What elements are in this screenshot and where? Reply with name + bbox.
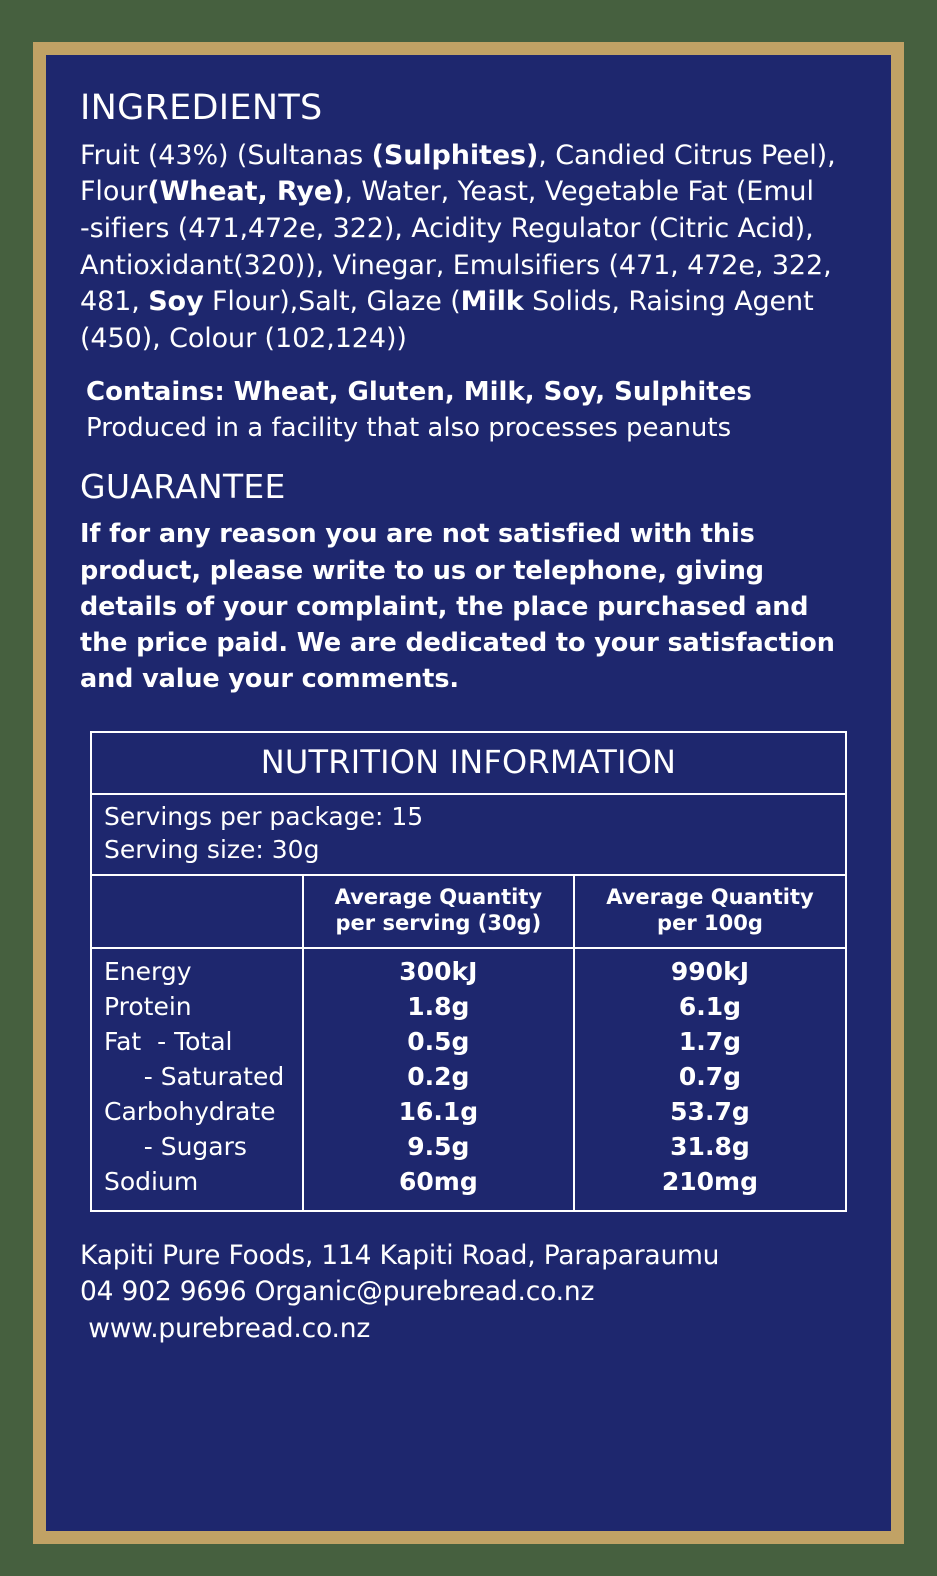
- ingredient-run: Fruit (43%) (Sultanas: [80, 139, 372, 171]
- nutrition-rows: [92, 948, 845, 1210]
- gold-border: [33, 42, 904, 1544]
- nutrition-title: NUTRITION INFORMATION: [92, 733, 845, 795]
- nutrient-per-100g-value: 6.1g: [574, 989, 845, 1024]
- nutrient-label: Carbohydrate: [104, 1096, 276, 1126]
- nutrient-per-serving-value: 0.5g: [303, 1024, 574, 1059]
- table-row: [92, 1094, 845, 1129]
- label-panel: [46, 55, 891, 1531]
- nutrient-label: Sodium: [104, 1166, 199, 1196]
- table-row: [92, 948, 845, 989]
- ingredient-run: Flour),Salt, Glaze (: [203, 286, 461, 318]
- ingredients-heading: INGREDIENTS: [80, 88, 323, 128]
- ingredients-text: [80, 138, 857, 358]
- nutrient-per-serving-value: 0.2g: [303, 1059, 574, 1094]
- nutrient-label: Protein: [104, 991, 192, 1021]
- nutrient-column-header: [92, 876, 303, 947]
- ingredient-run: (450), Colour (102,124)): [80, 323, 407, 355]
- nutrient-per-serving-value: 9.5g: [303, 1129, 574, 1164]
- ingredient-run: Solids, Raising Agent: [523, 286, 814, 318]
- nutrient-per-serving-value: 1.8g: [303, 989, 574, 1024]
- company-phone-email: 04 902 9696 Organic@purebread.co.nz: [80, 1276, 595, 1308]
- ingredient-run: (Sulphites): [371, 139, 539, 171]
- allergen-facility-text: Produced in a facility that also processes peanuts: [86, 412, 732, 443]
- nutrient-per-serving-value: 60mg: [303, 1164, 574, 1210]
- nutrient-per-serving-value: 300kJ: [303, 948, 574, 989]
- nutrient-label: Fat - Total: [104, 1026, 233, 1056]
- guarantee-heading: GUARANTEE: [80, 467, 286, 507]
- ingredient-run: 481,: [80, 286, 149, 318]
- nutrient-label: - Saturated: [104, 1061, 285, 1091]
- per-serving-header-line1: Average Quantity: [334, 885, 543, 910]
- table-row: [92, 1059, 845, 1094]
- nutrient-per-100g-value: 1.7g: [574, 1024, 845, 1059]
- table-row: [92, 989, 845, 1024]
- guarantee-text: If for any reason you are not satisfied with this product, please write to us or telephone, giving details of your complaint, the place purchased and the price paid. We are dedicated to your satisfaction and value your comments.: [80, 519, 835, 695]
- nutrition-information-table: [90, 731, 847, 1211]
- nutrition-values-table: [92, 876, 845, 1209]
- company-contact-footer: [80, 1238, 857, 1348]
- table-row: [92, 1024, 845, 1059]
- table-row: [92, 1164, 845, 1210]
- table-header-row: [92, 876, 845, 947]
- per-serving-header-line2: per serving (30g): [335, 910, 542, 935]
- per-100g-header-line2: per 100g: [657, 910, 763, 935]
- servings-per-package: Servings per package: 15: [104, 802, 424, 832]
- serving-size: Serving size: 30g: [104, 834, 320, 864]
- ingredient-run: Milk: [460, 286, 524, 318]
- nutrient-per-100g-value: 0.7g: [574, 1059, 845, 1094]
- nutrient-per-100g-value: 210mg: [574, 1164, 845, 1210]
- allergen-contains-text: Contains: Wheat, Gluten, Milk, Soy, Sulphites: [86, 376, 752, 407]
- nutrient-per-serving-value: 16.1g: [303, 1094, 574, 1129]
- nutrient-label: - Sugars: [104, 1131, 247, 1161]
- company-website: www.purebread.co.nz: [80, 1312, 371, 1344]
- ingredient-run: -sifiers (471,472e, 322), Acidity Regulator (Citric Acid),: [80, 212, 814, 244]
- nutrient-per-100g-value: 53.7g: [574, 1094, 845, 1129]
- nutrient-per-100g-value: 990kJ: [574, 948, 845, 989]
- table-row: [92, 1129, 845, 1164]
- ingredient-run: Soy: [148, 286, 204, 318]
- ingredient-run: Antioxidant(320)), Vinegar, Emulsifiers (471, 472e, 322,: [80, 249, 832, 281]
- ingredient-run: Flour: [80, 176, 148, 208]
- serving-info: [92, 795, 845, 876]
- per-100g-column-header: [574, 876, 845, 947]
- ingredient-run: , Water, Yeast, Vegetable Fat (Emul: [344, 176, 814, 208]
- company-address: Kapiti Pure Foods, 114 Kapiti Road, Paraparaumu: [80, 1239, 720, 1271]
- ingredient-run: , Candied Citrus Peel),: [538, 139, 836, 171]
- nutrient-label: Energy: [104, 956, 192, 986]
- nutrient-per-100g-value: 31.8g: [574, 1129, 845, 1164]
- ingredient-run: (Wheat, Rye): [147, 176, 345, 208]
- per-serving-column-header: [303, 876, 574, 947]
- per-100g-header-line1: Average Quantity: [606, 885, 814, 910]
